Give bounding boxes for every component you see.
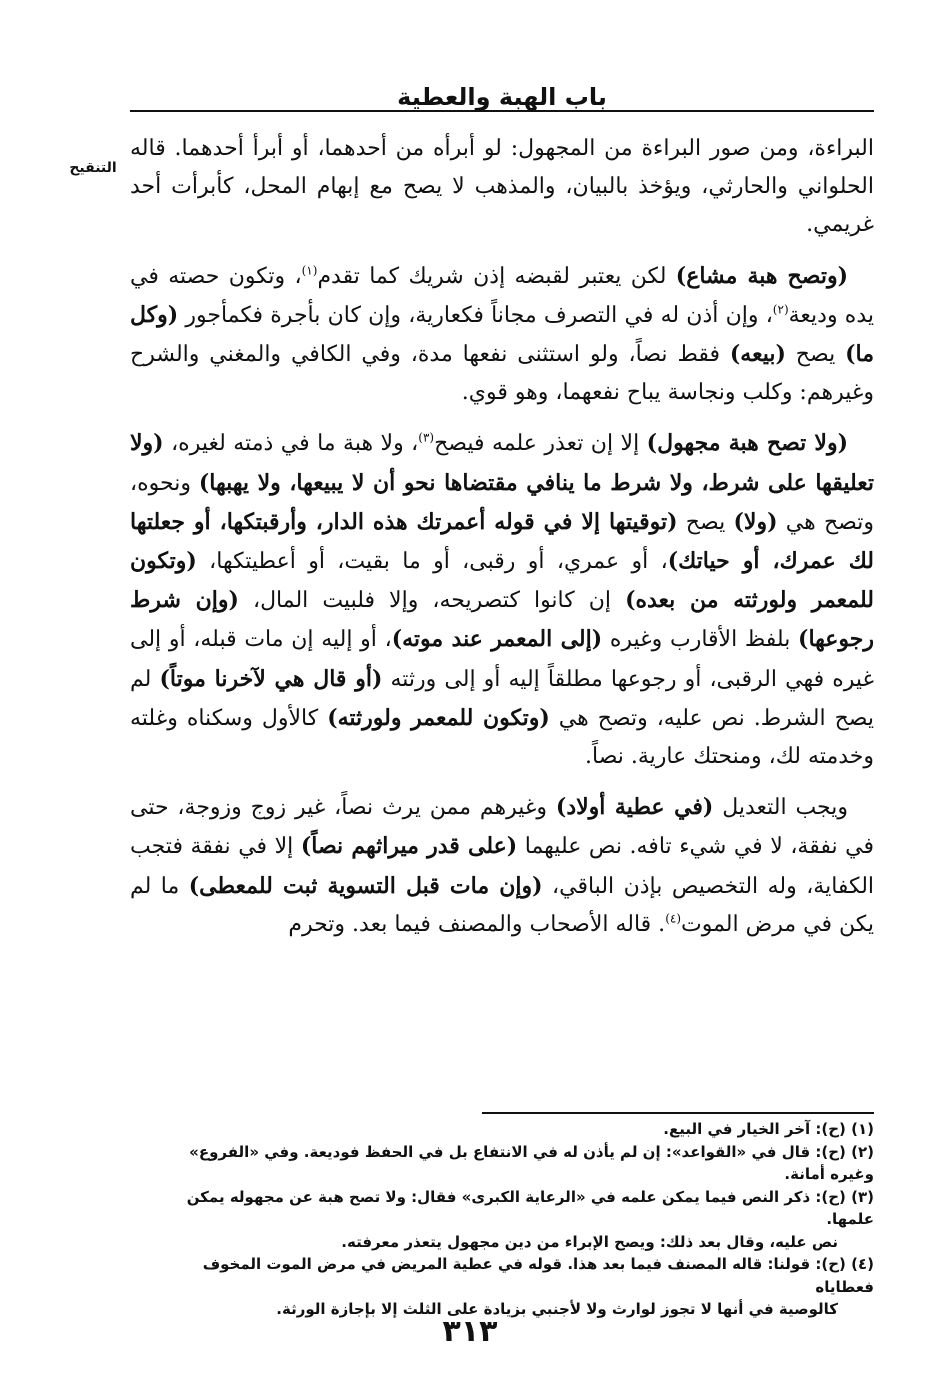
body-text [130, 130, 874, 956]
bold-term: (وتصح هبة مشاع) [675, 262, 848, 289]
footnote-fn2: (٢) (ح): قال في «القواعد»: إن لم يأذن له في الانتفاع بل في الحفظ فوديعة. وفي «الفروع» وغيره أمانة. [189, 1142, 874, 1183]
text-segment: . قاله الأصحاب والمصنف فيما بعد. وتحرم [288, 911, 666, 937]
footnote-rule [482, 1112, 874, 1114]
text-segment: وغيرهم ممن يرث نصاً، غير زوج وزوجة، حتى في نفقة، لا في شيء تافه. نص عليهما [130, 795, 875, 860]
text-segment: يصح [785, 342, 846, 368]
text-segment: ، أو إليه إن مات قبله، أو إلى غيره فهي الرقبى، أو رجوعها مطلقاً إليه أو إلى ورثته [130, 627, 875, 692]
footnote-fn3b: نص عليه، وقال بعد ذلك: ويصح الإبراء من دين مجهول يتعذر معرفته. [341, 1232, 838, 1251]
text-segment: إن كانوا كتصريحه، وإلا فلبيت المال، [238, 588, 626, 614]
text-segment: إلا في نفقة فتجب الكفاية، وله التخصيص بإذن الباقي، [130, 834, 875, 899]
bold-term: (بيعه) [729, 341, 786, 368]
bold-term: (ولا تعليقها على شرط، ولا شرط ما ينافي مقتضاها نحو أن لا يبيعها، ولا يهبها) [130, 430, 875, 496]
text-segment: ويجب التعديل [713, 795, 849, 821]
footnote-fn4: (٤) (ح): قولنا: قاله المصنف فيما بعد هذا. قوله في عطية المريض في مرض الموت المخوف فعطاياه [202, 1255, 874, 1296]
text-segment: ما لم يكن في مرض الموت [130, 873, 874, 937]
page-header-title: باب الهبة والعطية [397, 83, 607, 111]
bold-term: (على قدر ميراثهم نصاً) [300, 833, 518, 860]
bold-term: (وكل ما) [130, 301, 875, 368]
text-segment: ، أو عمري، أو رقبى، أو ما بقيت، أو أعطيتكها، [196, 549, 668, 575]
page-number: ٣١٣ [442, 1314, 498, 1349]
footnote-ref[interactable]: (١) [301, 263, 318, 278]
footnote-ref[interactable]: (٤) [665, 911, 682, 926]
footnote-fn1: (١) (ح): آخر الخيار في البيع. [663, 1120, 874, 1138]
text-segment: البراءة، ومن صور البراءة من المجهول: لو أبرأه من أحدهما، أو أبرأ أحدهما. قاله الحلواني والحارثي، ويؤخذ بالبيان، والمذهب لا يصح مع إبهام المحل، كأبرأت أحد غريمي. [130, 136, 874, 238]
header-rule [130, 110, 874, 112]
footnote-ref[interactable]: (٣) [418, 431, 435, 446]
footnotes [150, 1118, 874, 1321]
footnote-fn3: (٣) (ح): ذكر النص فيما يمكن علمه في «الرعاية الكبرى» فقال: ولا تصح هبة عن مجهوله يمكن علمها. [186, 1187, 874, 1228]
bold-term: (وإن مات قبل التسوية ثبت للمعطى) [188, 872, 543, 899]
text-segment: بلفظ الأقارب وغيره [602, 627, 799, 653]
paragraph-p3 [130, 424, 874, 776]
text-segment: ، وتكون حصته في يده وديعة [130, 263, 874, 328]
text-segment: فقط نصاً، ولو استثنى نفعها مدة، وفي الكافي والمغني والشرح وغيرهم: وكلب ونجاسة يباح نفعهما، وهو قوي. [130, 342, 874, 406]
bold-term: (وإن شرط رجوعها) [130, 587, 874, 653]
paragraph-p2 [130, 257, 874, 413]
paragraph-p1 [130, 130, 874, 245]
paragraph-p4 [130, 788, 874, 944]
text-segment: ، وإن أذن له في التصرف مجاناً فكعارية، وإن كان بأجرة فكمأجور [178, 302, 773, 328]
footnote-fn4b: كالوصية في أنها لا تجوز لوارث ولا لأجنبي بزيادة على الثلث إلا بإجازة الورثة. [276, 1300, 838, 1318]
text-segment: لم يصح الشرط. نص عليه، وتصح هي [130, 666, 875, 731]
footnote-ref[interactable]: (٢) [772, 302, 789, 317]
text-segment: ونحوه، وتصح هي [130, 470, 875, 535]
bold-term: (ولا تصح هبة مجهول) [646, 430, 848, 457]
text-segment: لكن يعتبر لقبضه إذن شريك كما تقدم [317, 263, 676, 289]
bold-term: (توقيتها إلا في قوله أعمرتك هذه الدار، وأرقبتكها، أو جعلتها لك عمرك، أو حياتك) [130, 508, 874, 575]
text-segment: إلا إن تعذر علمه فيصح [434, 431, 647, 457]
text-segment: ، ولا هبة ما في ذمته لغيره، [163, 431, 419, 457]
text-segment: كالأول وسكناه وغلته وخدمته لك، ومنحتك عارية. نصاً. [130, 705, 874, 770]
bold-term: (وتكون للمعمر ولورثته) [327, 704, 550, 731]
bold-term: (وتكون للمعمر ولورثته من بعده) [130, 548, 874, 614]
text-segment: يصح [677, 509, 734, 535]
side-note-label: التنقيح [69, 160, 117, 176]
bold-term: (ولا) [733, 508, 778, 535]
bold-term: (أو قال هي لآخرنا موتاً) [159, 665, 383, 692]
bold-term: (إلى المعمر عند موته) [391, 626, 603, 653]
bold-term: (في عطية أولاد) [555, 794, 714, 821]
